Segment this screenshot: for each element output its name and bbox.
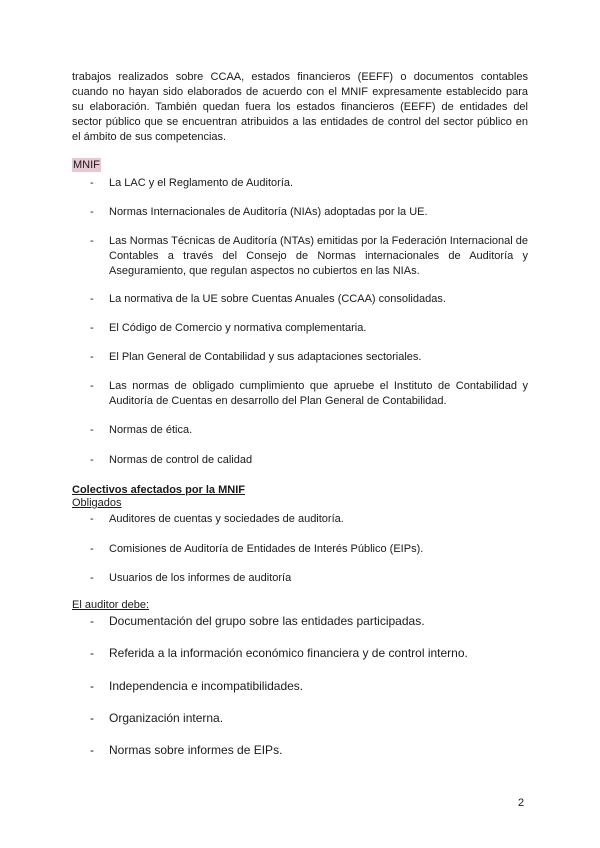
bullet-dash: - xyxy=(90,543,94,555)
obligados-subheading: Obligados xyxy=(72,497,122,509)
bullet-dash: - xyxy=(90,711,94,725)
bullet-dash: - xyxy=(90,380,94,392)
colectivos-heading: Colectivos afectados por la MNIF xyxy=(72,484,245,496)
bullet-dash: - xyxy=(90,424,94,436)
document-page: trabajos realizados sobre CCAA, estados financieros (EEFF) o documentos contables cuando no hayan sido elaborados de acuerdo con el MNIF expresamente establecido para su elaboración. También quedan fuera los estados financieros (EEFF) de entidades del sector público que se encuentran atribuidos a las entidades de control del sector público en el ámbito de sus competencias. MNIF - La LAC y el Reglamento de Auditoría. - Normas Internacionales de Auditoría (NIAs) adoptadas por la UE. - Las Normas Técnicas de Auditoría (NTAs) emitidas por la Federación Internacional de Contables a través del Consejo de Normas internacionales de Auditoría y Aseguramiento, que regulan aspectos no cubiertos en las NIAs. - La normativa de la UE sobre Cuentas Anuales (CCAA) consolidadas. - El Código de Comercio y normativa complementaria. - El Plan General de Contabilidad y sus adaptaciones sectoriales. - Las normas de obligado cumplimiento que apruebe el Instituto de Contabilidad y Auditoría de Cuentas en desarrollo del Plan General de Contabilidad. - Normas de ética. - Normas de control de calidad Colectivos afectados por la MNIF Obligados - Auditores de cuentas y sociedades de auditoría. - Comisiones de Auditoría de Entidades de Interés Público (EIPs). - Usuarios de los informes de auditoría El auditor debe: - Documentación del grupo sobre las entidades participadas. - Referida a la información económico financiera y de control interno. - Independencia e incompatibilidades. - Organización interna. - Normas sobre informes de EIPs. 2 xyxy=(72,71,529,809)
bullet-dash: - xyxy=(90,206,94,218)
bullet-dash: - xyxy=(90,679,94,693)
bullet-dash: - xyxy=(90,513,94,525)
auditor-subheading: El auditor debe: xyxy=(72,599,150,611)
bullet-dash: - xyxy=(90,322,94,334)
bullet-dash: - xyxy=(90,454,94,466)
bullet-dash: - xyxy=(90,743,94,757)
bullet-dash: - xyxy=(90,646,94,660)
bullet-dash: - xyxy=(90,614,94,628)
bullet-dash: - xyxy=(90,177,94,189)
bullet-dash: - xyxy=(90,351,94,363)
mnif-highlight-label: MNIF xyxy=(73,159,100,171)
bullet-dash: - xyxy=(90,572,94,584)
bullet-dash: - xyxy=(90,235,94,247)
intro-paragraph: trabajos realizados sobre CCAA, estados financieros (EEFF) o documentos contables cuando no hayan sido elaborados de acuerdo con el MNIF expresamente establecido para su elaboración. También quedan fuera los estados financieros (EEFF) de entidades del sector público que se encuentran atribuidos a las entidades de control del sector público en el ámbito de sus competencias. xyxy=(72,71,528,143)
page-number: 2 xyxy=(518,797,525,809)
bullet-dash: - xyxy=(90,293,94,305)
